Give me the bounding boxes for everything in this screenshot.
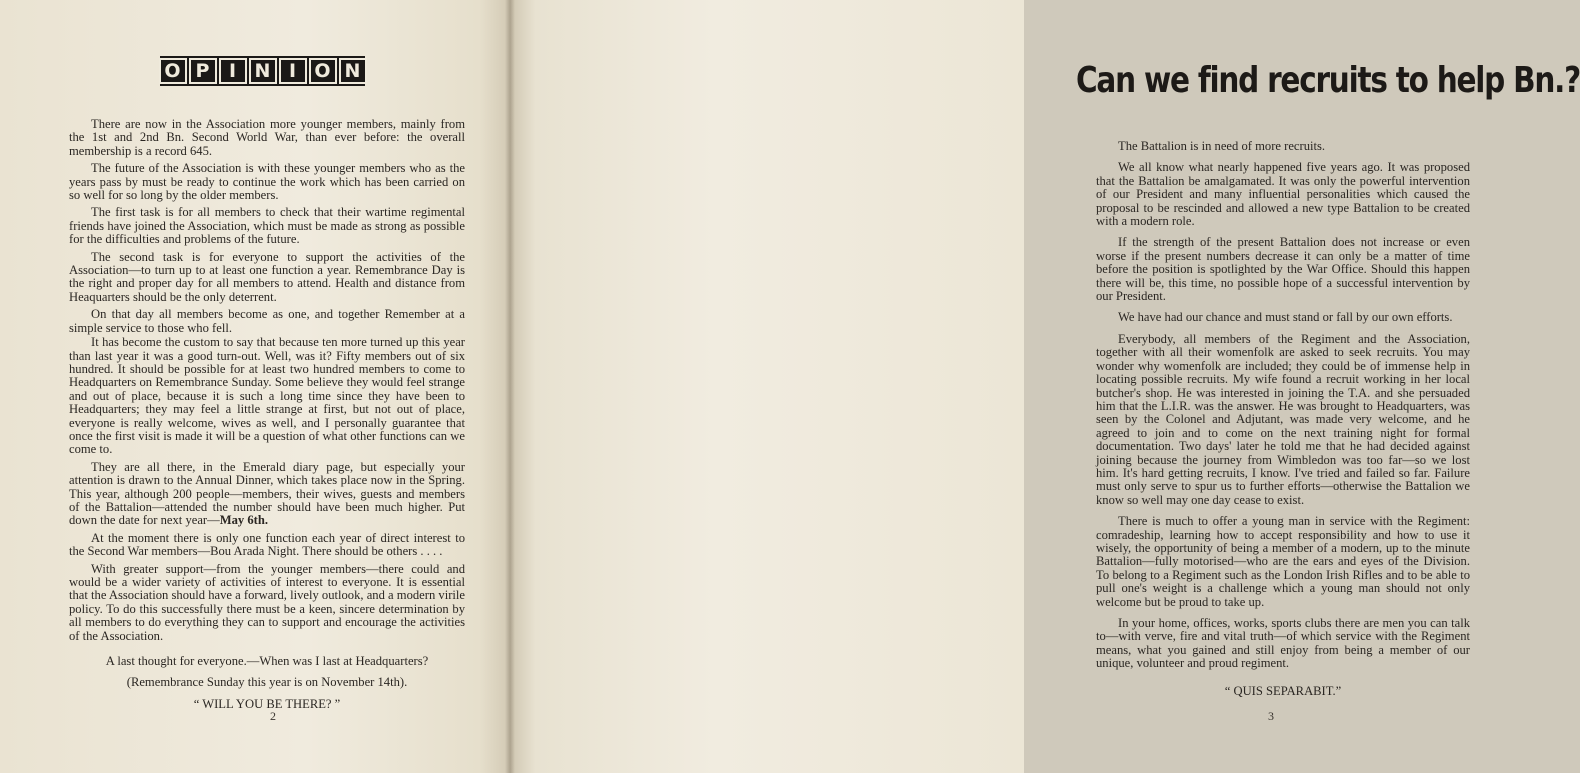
- article-paragraph: We have had our chance and must stand or fall by our own efforts.: [1118, 310, 1453, 325]
- banner-letter: O: [309, 58, 337, 84]
- article-paragraph: If the strength of the present Battalion does not increase or even worse if the present numbers decrease it can only be a matter of time before the position is spotlighted by the War Office. Should this happen there will be, this time, no possible hope of a successful intervention by our President.: [1096, 235, 1470, 304]
- opinion-banner: [160, 56, 365, 86]
- dinner-date: May 6th.: [219, 513, 269, 528]
- page-number: 2: [270, 709, 276, 723]
- article-paragraph: There are now in the Association more younger members, mainly from the 1st and 2nd Bn. Second World War, than ever before: the overall membership is a record 645.: [69, 117, 465, 158]
- banner-letter: N: [249, 58, 277, 84]
- article-paragraph: [69, 461, 465, 528]
- article-title: Can we find recruits to help Bn.?: [1076, 60, 1580, 101]
- page-number: 3: [1268, 709, 1274, 723]
- article-paragraph: With greater support—from the younger members—there could and would be a wider variety of activities of interest to everyone. It is essential that the Association should have a forward, lively outlook, and a modern virile policy. To do this successfully there must be a keen, sincere determination by all members to do everything they can to support and encourage the activities of the Association.: [69, 561, 465, 643]
- recruits-article: [1096, 140, 1470, 706]
- article-paragraph: There is much to offer a young man in service with the Regiment: comradeship, learning how to accept responsibility and how to use it wisely, the opportunity of being a member of a modern, up to the minute Battalion—fully motorised—who are the ears and eyes of the Division. To belong to a Regiment such as the London Irish Rifles and to be able to pull one's weight is a challenge which a young man should not only welcome but be proud to take up.: [1096, 514, 1470, 609]
- closing-line: A last thought for everyone.—When was I last at Headquarters?: [105, 654, 429, 669]
- article-paragraph: The Battalion is in need of more recruits.: [1118, 139, 1326, 153]
- dinner-paragraph-text: They are all there, in the Emerald diary page, but especially your attention is drawn to the Annual Dinner, which takes place now in the Spring. This year, although 200 people—members, their wives, guests and members of the Battalion—attended the number should have been much higher. Put down the date for next year—: [69, 459, 465, 528]
- opinion-letters: [159, 58, 367, 84]
- closing-question: “ WILL YOU BE THERE? ”: [193, 696, 341, 711]
- article-paragraph: The second task is for everyone to support the activities of the Association—to turn up to at least one function a year. Remembrance Day is the right and proper day for all members to attend. Health and distance from Heaquarters should be the only deterrent.: [69, 249, 465, 304]
- article-paragraph: At the moment there is only one function each year of direct interest to the Second War members—Bou Arada Night. There should be others . . . .: [69, 530, 465, 559]
- article-paragraph: We all know what nearly happened five years ago. It was proposed that the Battalion be amalgamated. It was only the powerful intervention of our President and many influential personalities which caused the proposal to be rescinded and allowed a new type Battalion to be created with a modern role.: [1096, 160, 1470, 229]
- closing-line: (Remembrance Sunday this year is on November 14th).: [126, 675, 408, 690]
- article-paragraph: The future of the Association is with these younger members who as the years pass by must be ready to continue the work which has been carried on so well for so long by the older members.: [69, 161, 465, 203]
- article-paragraph: In your home, offices, works, sports clubs there are men you can talk to—with verve, fire and vital truth—of which service with the Regiment means, what you gained and still enjoy from being a member of our unique, volunteer and proud regiment.: [1096, 616, 1470, 671]
- right-page: [510, 0, 1580, 773]
- article-paragraph: Everybody, all members of the Regiment and the Association, together with all their womenfolk are asked to seek recruits. You may wonder why womenfolk are included; they could be of immense help in locating possible recruits. My wife found a recruit working in her local butcher's shop. He was interested in joining the T.A. and she persuaded him that the L.I.R. was the answer. He was brought to Headquarters, was seen by the Colonel and Adjutant, was made very welcome, and he agreed to join and to come on the next training night for formal documentation. Two days' later he told me that he had decided against joining because the journey from Wimbledon was too far—so we lost him. It's hard getting recruits, I know. I've tried and failed so far. Failure must only serve to spur us to further efforts—otherwise the Battalion we know so well may one day cease to exist.: [1096, 331, 1470, 507]
- banner-letter: I: [219, 58, 247, 84]
- left-page: [0, 0, 510, 773]
- regimental-motto: “ QUIS SEPARABIT.”: [1224, 683, 1342, 698]
- binding-gutter: [505, 0, 515, 773]
- banner-letter: P: [189, 58, 217, 84]
- opinion-article: [69, 118, 465, 719]
- banner-letter: O: [159, 58, 187, 84]
- banner-letter: N: [339, 58, 367, 84]
- article-paragraph: It has become the custom to say that because ten more turned up this year than last year it was a good turn-out. Well, was it? Fifty members out of six hundred. It should be possible for at least two hundred members to come to Headquarters on Remembrance Sunday. Some believe they would feel strange and out of place, because it is such a long time since they have been to Headquarters; they may feel a little strange at first, but not out of place, everyone is really welcome, wives as well, and I personally guarantee that once the first visit is made it will be a question of what other functions can we come to.: [69, 335, 465, 457]
- banner-letter: I: [279, 58, 307, 84]
- article-paragraph: On that day all members become as one, and together Remember at a simple service to those who fell.: [69, 307, 465, 335]
- article-paragraph: The first task is for all members to check that their wartime regimental friends have joined the Association, which must be made as strong as possible for the difficulties and problems of the future.: [69, 205, 465, 247]
